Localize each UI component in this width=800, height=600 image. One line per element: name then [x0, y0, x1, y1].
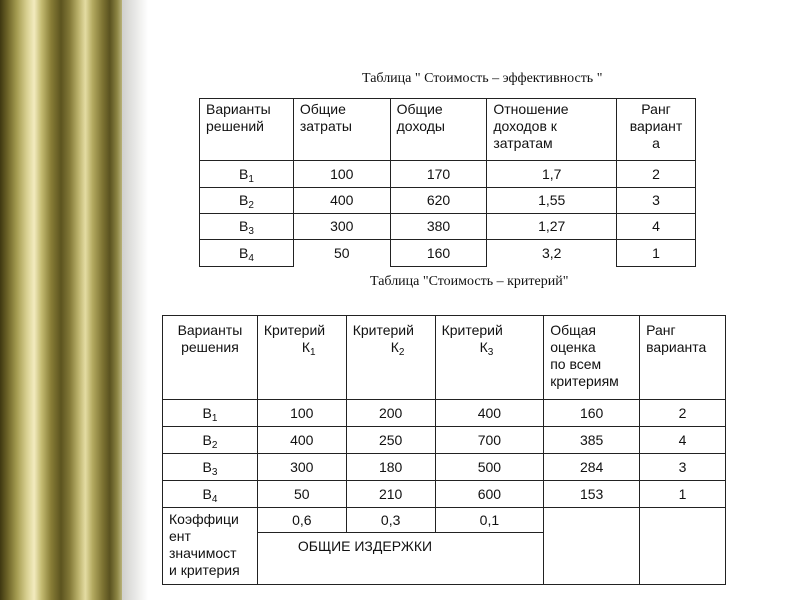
table1-cell: 380	[390, 214, 487, 240]
table1-cell: 1,55	[487, 188, 617, 214]
table2-cell: 180	[346, 454, 435, 481]
table1-cell: 1,7	[487, 161, 617, 188]
table2-row	[163, 454, 726, 481]
table2-row	[163, 427, 726, 454]
table2-header-variants: Варианты решения	[163, 316, 258, 400]
table2-cell: 700	[435, 427, 544, 454]
table2-coefficient-k3: 0,1	[435, 508, 544, 533]
table1-row	[200, 214, 696, 240]
table2-header-criterion-1: Критерий $К_1$	[257, 316, 346, 400]
table2-cell: 160	[544, 400, 640, 427]
table1-cell: 3,2	[487, 240, 617, 267]
table1-row-label: $В_3$	[200, 214, 294, 240]
table1-row-label: $В_1$	[200, 161, 294, 188]
table2-cell: 600	[435, 481, 544, 508]
table2-empty-cell	[640, 508, 726, 585]
table2-total-costs: ОБЩИЕ ИЗДЕРЖКИ	[257, 533, 543, 585]
table2-cell: 300	[257, 454, 346, 481]
table1-header-costs: Общие затраты	[293, 99, 390, 161]
table2-coefficient-k2: 0,3	[346, 508, 435, 533]
table2-cell: 250	[346, 427, 435, 454]
table1-row-label: $В_4$	[200, 240, 294, 267]
table2-cell: 50	[257, 481, 346, 508]
table2-caption: Таблица "Стоимость – критерий"	[370, 274, 569, 289]
table2-row-label: $В_4$	[163, 481, 258, 508]
table2-cell: 1	[640, 481, 726, 508]
table2-cell: 385	[544, 427, 640, 454]
table2-empty-cell	[544, 508, 640, 585]
table2-header-rank: Ранг варианта	[640, 316, 726, 400]
table1-header-income: Общие доходы	[390, 99, 487, 161]
decorative-gold-rod	[0, 0, 122, 600]
table1-cell: 300	[293, 214, 390, 240]
table2-cell: 284	[544, 454, 640, 481]
table2-cell: 210	[346, 481, 435, 508]
table2-header-criterion-3: Критерий $К_3$	[435, 316, 544, 400]
table1-header-row	[200, 99, 696, 161]
table2-cell: 400	[435, 400, 544, 427]
table2-cell: 153	[544, 481, 640, 508]
table2-cell: 4	[640, 427, 726, 454]
table1-cell: 160	[390, 240, 487, 267]
table2-cell: 3	[640, 454, 726, 481]
table2-header-row	[163, 316, 726, 400]
table1-header-variants: Варианты решений	[200, 99, 294, 161]
table1-header-ratio: Отношение доходов к затратам	[487, 99, 617, 161]
table1-row-label: $В_2$	[200, 188, 294, 214]
table2-row-label: $В_2$	[163, 427, 258, 454]
cost-criterion-table	[162, 315, 726, 585]
table2-cell: 400	[257, 427, 346, 454]
cost-effectiveness-table	[199, 98, 696, 267]
table1-cell: 4	[617, 214, 696, 240]
table1-row	[200, 188, 696, 214]
table1-cell: 1	[617, 240, 696, 267]
table2-header-total-score: Общая оценка по всем критериям	[544, 316, 640, 400]
table1-row	[200, 240, 696, 267]
table2-row-label: $В_3$	[163, 454, 258, 481]
table2-row-label: $В_1$	[163, 400, 258, 427]
table2-coefficient-label: Коэффици ент значимост и критерия	[163, 508, 258, 585]
table2-coefficient-k1: 0,6	[257, 508, 346, 533]
table2-header-criterion-2: Критерий $К_2$	[346, 316, 435, 400]
table1-cell: 100	[293, 161, 390, 188]
table2-row	[163, 481, 726, 508]
table2-coefficient-row	[163, 508, 726, 533]
table1-cell: 1,27	[487, 214, 617, 240]
table1-cell: 170	[390, 161, 487, 188]
table1-cell: 400	[293, 188, 390, 214]
table1-cell: 3	[617, 188, 696, 214]
table2-row	[163, 400, 726, 427]
table1-cell: 50	[293, 240, 390, 267]
table1-header-rank: Ранг вариант а	[617, 99, 696, 161]
table2-cell: 200	[346, 400, 435, 427]
table1-caption: Таблица " Стоимость – эффективность "	[362, 71, 603, 86]
table1-cell: 620	[390, 188, 487, 214]
table2-cell: 2	[640, 400, 726, 427]
table1-row	[200, 161, 696, 188]
table2-cell: 100	[257, 400, 346, 427]
table2-cell: 500	[435, 454, 544, 481]
table1-cell: 2	[617, 161, 696, 188]
